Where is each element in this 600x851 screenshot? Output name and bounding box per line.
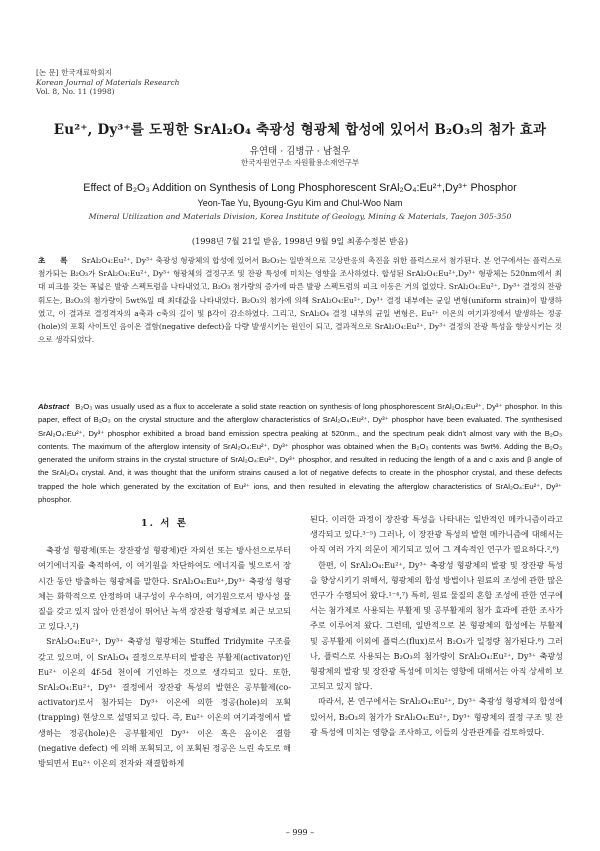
abstract-korean	[38, 254, 562, 346]
title-korean: Eu²⁺, Dy³⁺를 도핑한 SrAl₂O₄ 축광성 형광체 합성에 있어서 B₂O₃의 첨가 효과	[53, 122, 547, 138]
paragraph: 축광성 형광체(또는 장잔광성 형광체)란 자외선 또는 방사선으로부터 여기에너지를 축적하여, 이 여기원을 차단하여도 에너지를 빛으로서 장시간 동안 방출하는 형광체를 말한다. SrAl₂O₄:Eu²⁺,Dy³⁺ 축광성 형광체는 화학적으로 안정하며 내구성이 우수하며, 여기원으로서 방사성 물질을 갖고 있지 않아 안전성이 뛰어난 녹색 장잔광 형광체로 최근 보고되고 있다.¹,²)	[38, 545, 291, 632]
received-dates: (1998년 7월 21일 받음, 1998년 9월 9일 최종수정본 받음)	[191, 236, 409, 246]
abstract-english	[38, 400, 562, 506]
authors-korean: 유연태 · 김병규 · 남철우	[249, 146, 351, 157]
affiliation-korean: 한국자원연구소 자원활용소재연구부	[240, 158, 360, 167]
abstract-korean-text: SrAl₂O₄:Eu²⁺, Dy³⁺ 축광성 형광체의 합성에 있어서 B₂O₃는 일반적으로 고상반응의 촉진을 위한 플럭스로서 첨가된다. 본 연구에서는 플럭스로 첨가되는 B₂O₃가 SrAl₂O₄:Eu²⁺, Dy³⁺ 형광체의 결정구조 및 잔광 특성에 미치는 영향을 조사하였다. 합성된 SrAl₂O₄:Eu²⁺,Dy³⁺ 형광체는 520nm에서 최대 피크를 갖는 폭넓은 발광 스펙트럼을 나타내었고, B₂O₃ 첨가량의 증가에 따른 발광 스펙트럼의 피크 이동은 거의 없었다. SrAl₂O₄:Eu²⁺, Dy³⁺ 결정의 잔광 휘도는, B₂O₃의 첨가량이 5wt%일 때 최대값을 나타내었다. B₂O₃의 첨가에 의해 SrAl₂O₄:Eu²⁺, Dy³⁺ 결정 내부에는 균일 변형(uniform strain)이 발생하였고, 이 결과로 결정격자의 a축과 c축의 길이 및 β각이 감소하였다. 그리고, SrAl₂O₄ 결정 내부의 균일 변형은, Eu²⁺ 이온의 여기과정에서 발생하는 정공(hole)의 포획 사이트인 음이온 결함(negative defect)을 다량 발생시키는 원인이 되고, 결과적으로 SrAl₂O₄:Eu²⁺, Dy³⁺ 결정의 잔광 특성을 향상시키는 것으로 생각되었다.	[38, 256, 562, 345]
authors-english: Yeon-Tae Yu, Byoung-Gyu Kim and Chul-Woo Nam	[197, 198, 403, 208]
journal-header	[36, 68, 179, 97]
paragraph: 된다. 이러한 과정이 장잔광 특성을 나타내는 일반적인 메카니즘이라고 생각되고 있다.³⁻⁵) 그러나, 이 장잔광 특성의 발현 메카니즘에 대해서는 아직 여러 가지 의문이 제기되고 있어 그 계속적인 연구가 필요하다.²,⁶)	[310, 514, 563, 555]
paragraph: 한편, 이 SrAl₂O₄:Eu²⁺, Dy³⁺ 축광성 형광체의 발광 및 장잔광 특성을 향상시키기 위해서, 형광체의 합성 방법이나 원료의 조성에 관한 많은 연구가 수행되어 왔다.¹⁻⁴,⁷) 특히, 원료 물질의 혼합 조성에 관한 연구에서는 첨가제로 사용되는 부활제 및 공부활제의 첨가 효과에 관한 조사가 주로 이루어져 왔다. 그런데, 일반적으로 본 형광체의 합성에는 부활제 및 공부활제 이외에 플럭스(flux)로서 B₂O₃가 일정량 첨가된다.⁸) 그러나, 플럭스로 사용되는 B₂O₃의 첨가량이 SrAl₂O₄:Eu²⁺, Dy³⁺ 축광성 형광체의 발광 및 장잔광 특성에 미치는 영향에 대해서는 아직 상세히 보고되고 있지 않다.	[310, 559, 563, 692]
journal-volume: Vol. 8, No. 11 (1998)	[36, 87, 115, 96]
title-english: Effect of B₂O₃ Addition on Synthesis of Long Phosphorescent SrAl₂O₄:Eu²⁺,Dy³⁺ Phosphor	[83, 182, 517, 194]
abstract-english-label: Abstract	[38, 402, 70, 411]
body-column-left	[38, 516, 291, 771]
journal-name-en: Korean Journal of Materials Research	[36, 77, 180, 87]
affiliation-english: Mineral Utilization and Materials Division, Korea Institute of Geology, Mining & Materials, Taejon 305-350	[88, 212, 512, 221]
paragraph: 따라서, 본 연구에서는 SrAl₂O₄:Eu²⁺, Dy³⁺ 축광성 형광체의 합성에 있어서, B₂O₃의 첨가가 SrAl₂O₄:Eu²⁺, Dy³⁺ 형광체의 결정 구조 및 잔광 특성에 미치는 영향을 조사하고, 이들의 상관관계를 검토하였다.	[310, 696, 563, 737]
paragraph: SrAl₂O₄:Eu²⁺, Dy³⁺ 축광성 형광체는 Stuffed Tridymite 구조를 갖고 있으며, 이 SrAl₂O₄ 결정으로부터의 발광은 부활제(activator)인 Eu²⁺ 이온의 4f-5d 천이에 기인하는 것으로 생각되고 있다. 또한, SrAl₂O₄:Eu²⁺, Dy³⁺ 결정에서 장잔광 특성의 발현은 공부활제(co-activator)로서 첨가되는 Dy³⁺ 이온에 의한 정공(hole)의 포획(trapping) 현상으로 설명되고 있다. 즉, Eu²⁺ 이온의 여기과정에서 발생하는 정공(hole)은 공부활제인 Dy³⁺ 이온 혹은 음이온 결함(negative defect) 에 의해 포획되고, 이 포획된 정공은 느린 속도로 해방되면서 Eu²⁺ 이온의 전자와 재결합하게	[38, 636, 291, 769]
section-heading-introduction: 1. 서 론	[141, 518, 188, 529]
body-column-right	[310, 512, 563, 740]
abstract-korean-label: 초 록	[38, 256, 74, 265]
journal-name-ko: [논 문] 한국재료학회지	[36, 68, 112, 77]
abstract-english-text: B₂O₃ was usually used as a flux to accelerate a solid state reaction on synthesis of long phosphorescent SrAl₂O₄:Eu²⁺, Dy³⁺ phosphor. In this paper, effect of B₂O₃ on the crystal structure and the afterglow characteristics of SrAl₂O₄:Eu²⁺, Dy³⁺ phosphor have been evaluated. The synthesised SrAl₂O₄:Eu²⁺, Dy³⁺ phosphor exhibited a broad band emission spectra peaking at 520nm., and the spectrum peak didn't almost vary with the B₂O₃ contents. The maximum of the afterglow intensity of SrAl₂O₄:Eu²⁺, Dy³⁺ phosphor was obtained when the B₂O₃ contents was 5wt%. Adding the B₂O₃ generated the uniform strains in the crystal structure of SrAl₂O₄:Eu²⁺, Dy³⁺ phosphor, and resulted in reducing the length of a and c axis and β angle of the SrAl₂O₄ crystal. And, it was thought that the uniform strains caused a lot of negative defects to create in the phosphor crystal, and these defects trapped the hole which generated by the excitation of Eu²⁺ ions, and then resulted in elevating the afterglow characteristics of SrAl₂O₄:Eu²⁺, Dy³⁺ phosphor.	[38, 402, 562, 505]
page-number: – 999 –	[285, 828, 315, 837]
